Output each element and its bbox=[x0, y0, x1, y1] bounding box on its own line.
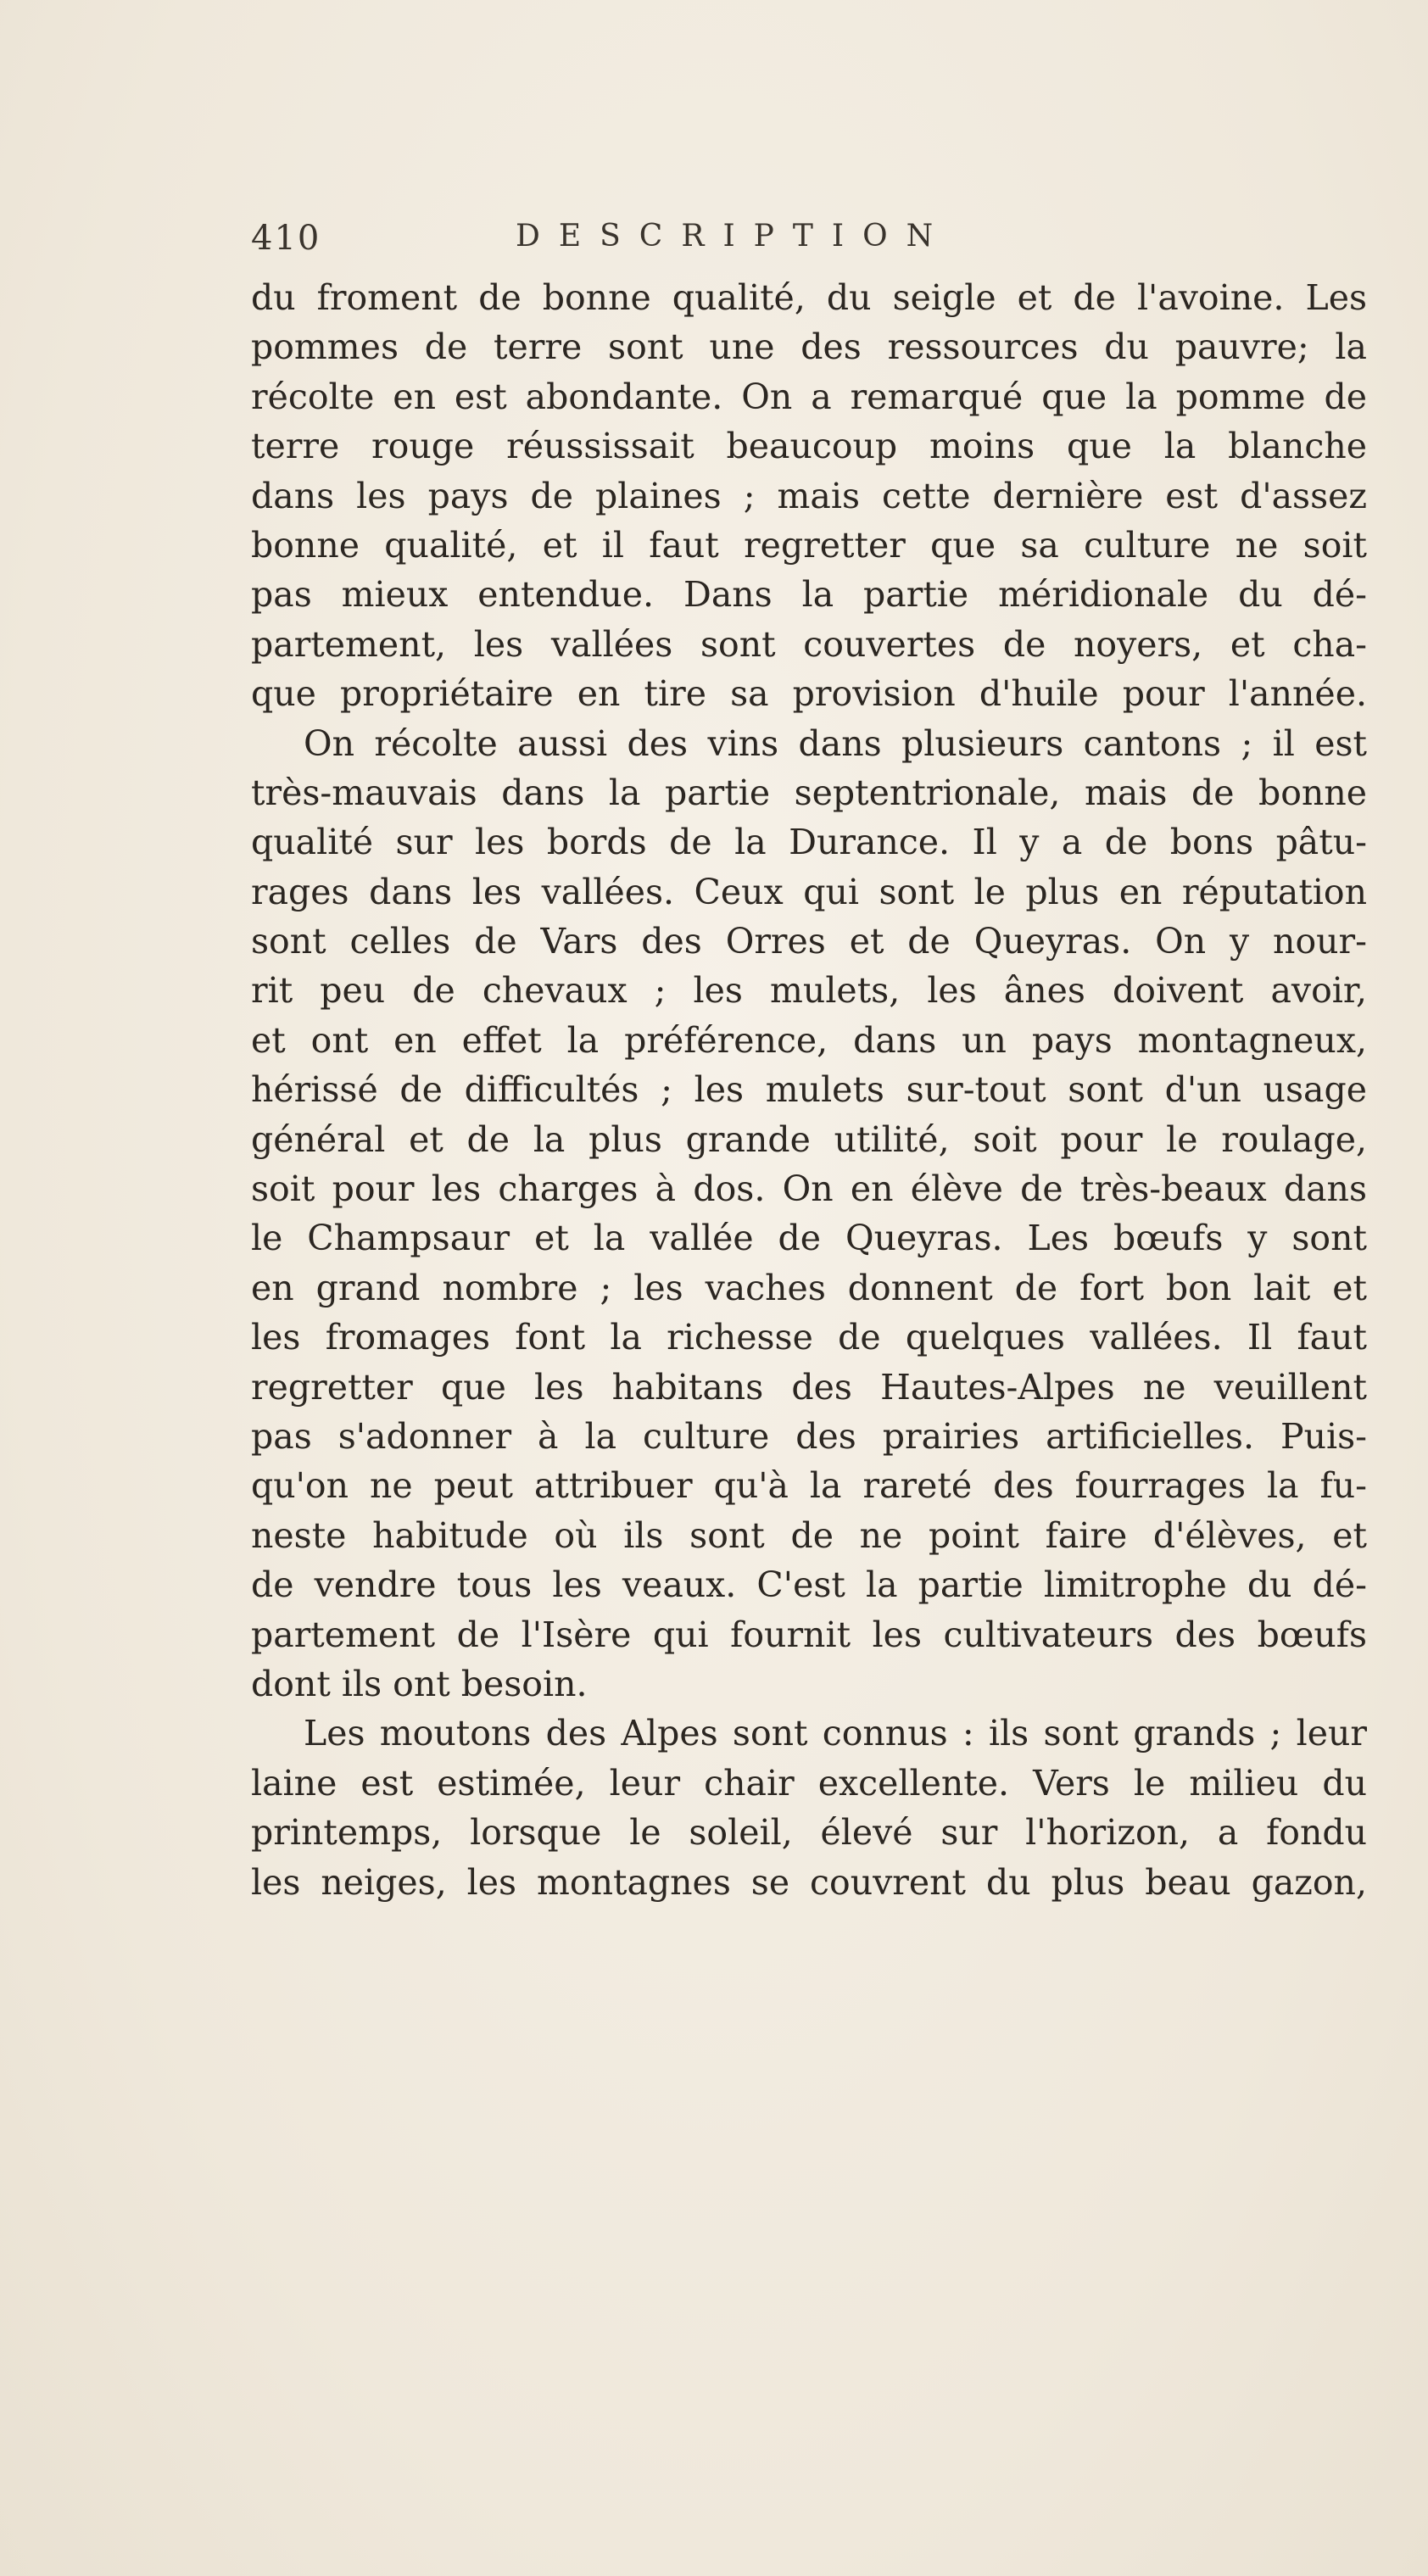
text-line: laine est estimée, leur chair excellente. Vers le milieu du bbox=[251, 1762, 1367, 1804]
text-line: les fromages font la richesse de quelques vallées. Il faut bbox=[251, 1317, 1367, 1358]
text-line: pommes de terre sont une des ressources du pauvre; la bbox=[251, 326, 1367, 368]
body-text bbox=[251, 273, 1367, 1907]
text-line: récolte en est abondante. On a remarqué que la pomme de bbox=[251, 376, 1367, 417]
text-line: rit peu de chevaux ; les mulets, les ânes doivent avoir, bbox=[251, 970, 1367, 1012]
text-line: hérissé de difficultés ; les mulets sur-tout sont d'un usage bbox=[251, 1069, 1367, 1111]
text-line: que propriétaire en tire sa provision d'huile pour l'année. bbox=[251, 673, 1367, 715]
text-line: qualité sur les bords de la Durance. Il y a de bons pâtu- bbox=[251, 822, 1367, 863]
text-line: le Champsaur et la vallée de Queyras. Les bœufs y sont bbox=[251, 1218, 1367, 1259]
text-line: terre rouge réussissait beaucoup moins que la blanche bbox=[251, 426, 1367, 467]
text-line: partement, les vallées sont couvertes de noyers, et cha- bbox=[251, 623, 1367, 665]
text-line: dans les pays de plaines ; mais cette dernière est d'assez bbox=[251, 475, 1367, 516]
text-line: neste habitude où ils sont de ne point faire d'élèves, et bbox=[251, 1514, 1367, 1556]
text-line: regretter que les habitans des Hautes-Alpes ne veuillent bbox=[251, 1366, 1367, 1408]
text-line: soit pour les charges à dos. On en élève de très-beaux dans bbox=[251, 1168, 1367, 1210]
text-line: en grand nombre ; les vaches donnent de fort bon lait et bbox=[251, 1267, 1367, 1308]
text-line: printemps, lorsque le soleil, élevé sur l'horizon, a fondu bbox=[251, 1812, 1367, 1854]
text-line: très-mauvais dans la partie septentrionale, mais de bonne bbox=[251, 772, 1367, 813]
text-line: bonne qualité, et il faut regretter que sa culture ne soit bbox=[251, 524, 1367, 566]
text-line: rages dans les vallées. Ceux qui sont le plus en réputation bbox=[251, 871, 1367, 912]
text-line: Les moutons des Alpes sont connus : ils sont grands ; leur bbox=[304, 1713, 1367, 1754]
text-line: On récolte aussi des vins dans plusieurs cantons ; il est bbox=[304, 722, 1367, 764]
text-line: dont ils ont besoin. bbox=[251, 1663, 588, 1704]
text-line: du froment de bonne qualité, du seigle et de l'avoine. Les bbox=[251, 277, 1367, 318]
page-header bbox=[251, 219, 1362, 270]
text-line: pas s'adonner à la culture des prairies artificielles. Puis- bbox=[251, 1415, 1367, 1457]
text-line: qu'on ne peut attribuer qu'à la rareté des fourrages la fu- bbox=[251, 1465, 1367, 1507]
running-head: DESCRIPTION bbox=[516, 219, 952, 254]
text-line: et ont en effet la préférence, dans un pays montagneux, bbox=[251, 1019, 1367, 1061]
text-line: général et de la plus grande utilité, soit pour le roulage, bbox=[251, 1118, 1367, 1160]
text-line: pas mieux entendue. Dans la partie méridionale du dé- bbox=[251, 574, 1367, 616]
text-line: les neiges, les montagnes se couvrent du plus beau gazon, bbox=[251, 1861, 1367, 1903]
page-number: 410 bbox=[251, 219, 321, 258]
text-line: de vendre tous les veaux. C'est la partie limitrophe du dé- bbox=[251, 1564, 1367, 1606]
text-line: sont celles de Vars des Orres et de Queyras. On y nour- bbox=[251, 921, 1367, 962]
text-line: partement de l'Isère qui fournit les cultivateurs des bœufs bbox=[251, 1614, 1367, 1655]
